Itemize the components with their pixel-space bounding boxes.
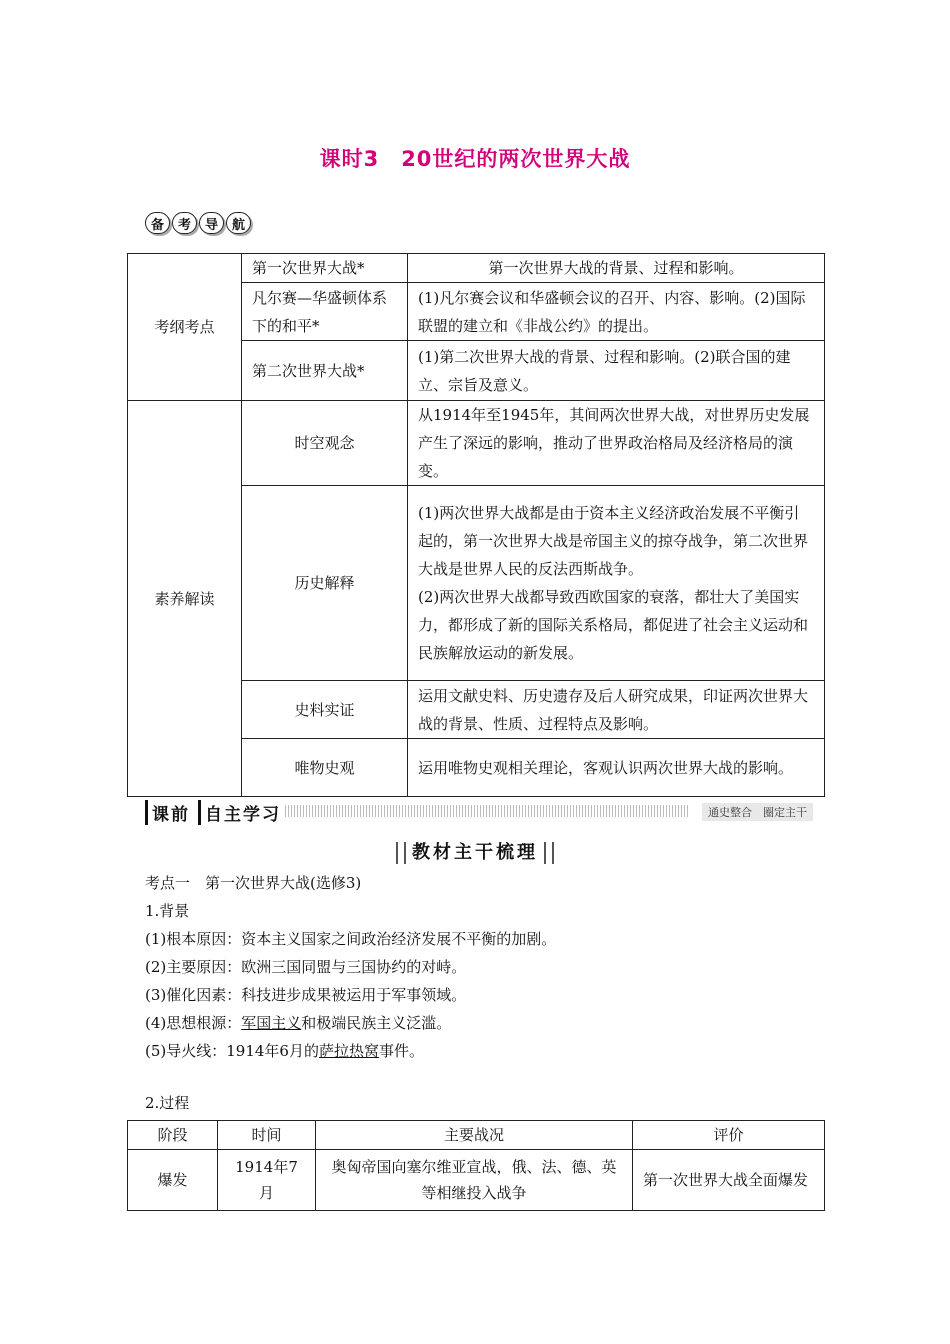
topic-cell: 时空观念 xyxy=(242,401,408,486)
deco-bar xyxy=(544,842,554,864)
section-heading: 1.背景 xyxy=(145,902,190,920)
content-cell: (1)第二次世界大战的背景、过程和影响。(2)联合国的建立、宗旨及意义。 xyxy=(408,341,825,401)
subtitle: 教材主干梳理 xyxy=(412,842,538,863)
content-cell: (1)凡尔赛会议和华盛顿会议的召开、内容、影响。(2)国际联盟的建立和《非战公约》的提出。 xyxy=(408,283,825,341)
content-cell: 从1914年至1945年，其间两次世界大战，对世界历史发展产生了深远的影响，推动了世界政治格局及经济格局的演变。 xyxy=(408,401,825,486)
list-item: (2)主要原因：欧洲三国同盟与三国协约的对峙。 xyxy=(145,958,467,976)
underlined-term: 军国主义 xyxy=(241,1014,302,1032)
badge-char: 考 xyxy=(172,212,197,234)
section-tag: 通史整合 圈定主干 xyxy=(702,803,813,821)
table-cell: 奥匈帝国向塞尔维亚宣战，俄、法、德、英等相继投入战争 xyxy=(316,1150,633,1211)
guide-table xyxy=(127,253,825,797)
section-label: 自主学习 xyxy=(198,800,285,825)
kaodian-heading: 考点一 第一次世界大战(选修3) xyxy=(145,874,362,892)
table-cell: 1914年7月 xyxy=(218,1150,316,1211)
list-item: (5)导火线：1914年6月的萨拉热窝事件。 xyxy=(145,1042,424,1060)
nav-badge xyxy=(145,212,251,234)
column-header: 评价 xyxy=(633,1121,825,1150)
deco-bar xyxy=(396,842,406,864)
page-title: 课时3 20世纪的两次世界大战 xyxy=(319,147,631,171)
process-table xyxy=(127,1120,825,1211)
table-cell: 爆发 xyxy=(128,1150,218,1211)
topic-cell: 第二次世界大战* xyxy=(242,341,408,401)
topic-cell: 史料实证 xyxy=(242,681,408,739)
section-label: 课前 xyxy=(145,800,194,825)
badge-char: 导 xyxy=(199,212,224,234)
content-cell: 第一次世界大战的背景、过程和影响。 xyxy=(408,254,825,283)
content-cell xyxy=(408,486,825,681)
column-header: 阶段 xyxy=(128,1121,218,1150)
subtitle-wrap xyxy=(0,838,950,864)
content-para: (2)两次世界大战都导致西欧国家的衰落，都壮大了美国实力，都形成了新的国际关系格局，都促进了社会主义运动和民族解放运动的新发展。 xyxy=(418,588,809,662)
content-cell: 运用唯物史观相关理论，客观认识两次世界大战的影响。 xyxy=(408,739,825,797)
column-header: 时间 xyxy=(218,1121,316,1150)
table-cell: 第一次世界大战全面爆发 xyxy=(633,1150,825,1211)
content-para: (1)两次世界大战都是由于资本主义经济政治发展不平衡引起的，第一次世界大战是帝国主义的掠夺战争，第二次世界大战是世界人民的反法西斯战争。 xyxy=(418,504,809,578)
section-heading: 2.过程 xyxy=(145,1094,190,1112)
underlined-term: 萨拉热窝 xyxy=(318,1042,379,1060)
topic-cell: 唯物史观 xyxy=(242,739,408,797)
list-item: (3)催化因素：科技进步成果被运用于军事领域。 xyxy=(145,986,467,1004)
topic-cell: 历史解释 xyxy=(242,486,408,681)
row-header-kaogang: 考纲考点 xyxy=(128,254,242,401)
badge-char: 备 xyxy=(145,212,170,234)
badge-char: 航 xyxy=(226,212,251,234)
topic-cell: 第一次世界大战* xyxy=(242,254,408,283)
row-header-suyang: 素养解读 xyxy=(128,401,242,797)
section-divider xyxy=(285,805,688,817)
column-header: 主要战况 xyxy=(316,1121,633,1150)
content-cell: 运用文献史料、历史遗存及后人研究成果，印证两次世界大战的背景、性质、过程特点及影响。 xyxy=(408,681,825,739)
list-item: (4)思想根源：军国主义和极端民族主义泛滥。 xyxy=(145,1014,452,1032)
list-item: (1)根本原因：资本主义国家之间政治经济发展不平衡的加剧。 xyxy=(145,930,557,948)
section-bar xyxy=(145,800,813,824)
topic-cell: 凡尔赛—华盛顿体系下的和平* xyxy=(242,283,408,341)
